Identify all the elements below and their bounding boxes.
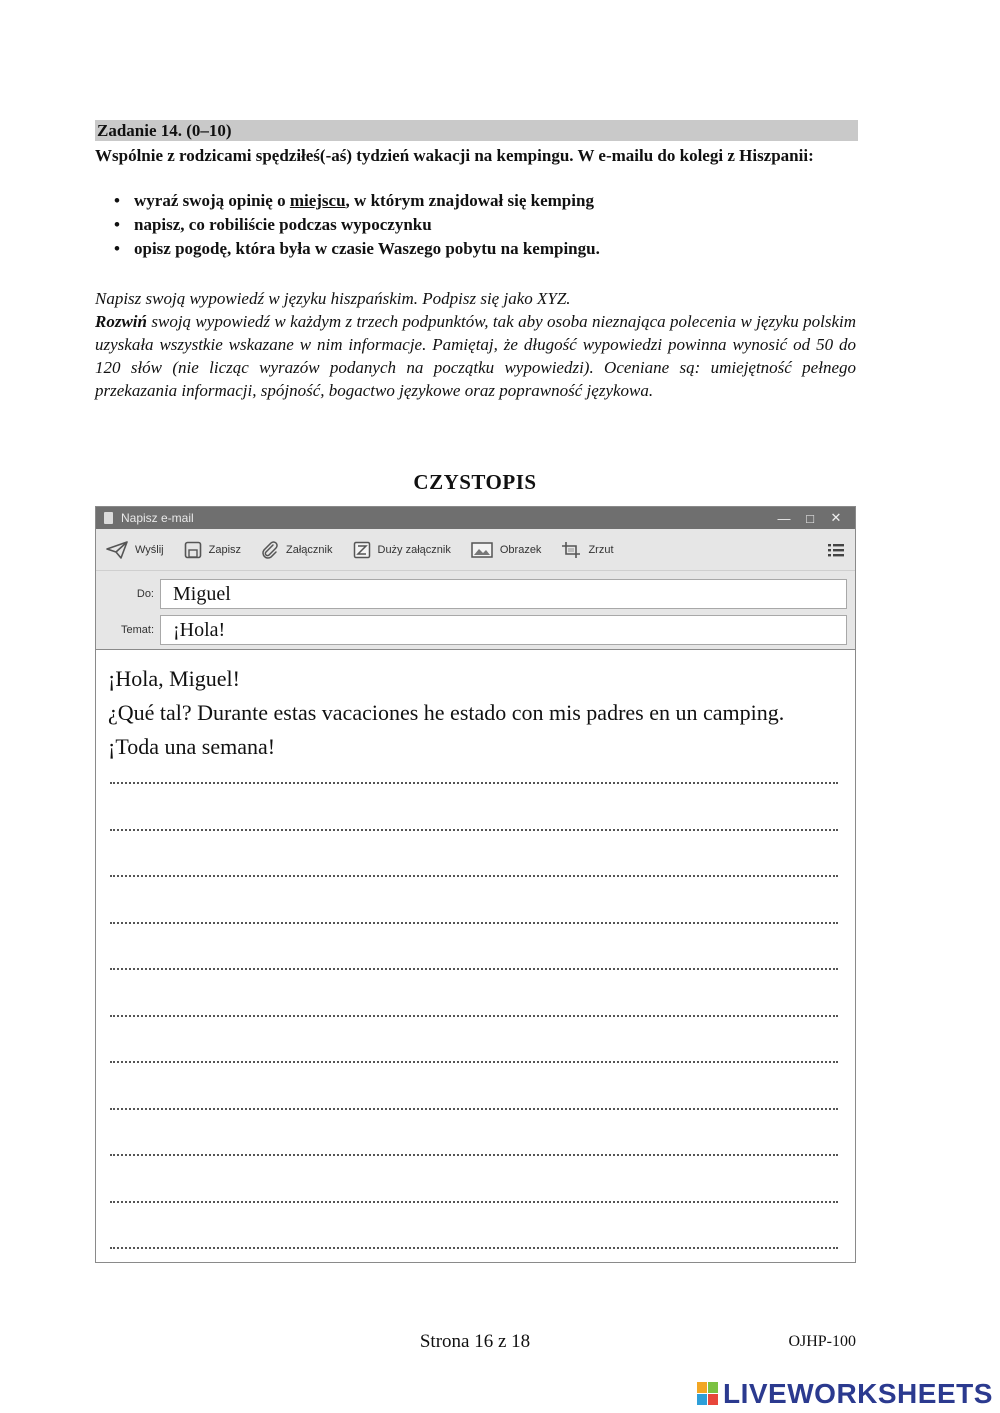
exam-code: OJHP-100 bbox=[788, 1333, 856, 1350]
image-icon bbox=[471, 541, 493, 559]
to-row bbox=[96, 579, 855, 609]
large-attachment-icon bbox=[353, 541, 371, 559]
to-label: Do: bbox=[136, 588, 154, 600]
writing-line[interactable] bbox=[110, 875, 838, 877]
send-label: Wyślij bbox=[135, 543, 164, 556]
body-line: ¿Qué tal? Durante estas vacaciones he estado con mis padres en un camping. bbox=[108, 700, 785, 725]
task-bullet-place bbox=[112, 189, 852, 213]
instructions bbox=[95, 287, 856, 402]
bullet-underlined-word: miejscu bbox=[289, 191, 346, 210]
email-headers bbox=[96, 571, 855, 650]
email-window bbox=[95, 506, 856, 1263]
liveworksheets-logo-icon bbox=[697, 1382, 719, 1406]
task-bullets bbox=[112, 189, 852, 261]
writing-line[interactable] bbox=[110, 968, 838, 970]
window-title: Napisz e-mail bbox=[121, 511, 194, 525]
subject-field[interactable]: ¡Hola! bbox=[160, 615, 847, 645]
instructions-line1: Napisz swoją wypowiedź w języku hiszpańskim. Podpisz się jako XYZ. bbox=[95, 289, 571, 308]
writing-line[interactable] bbox=[110, 1061, 838, 1063]
bullet-text: , w którym znajdował się kemping bbox=[345, 191, 594, 210]
instructions-bold-word: Rozwiń bbox=[95, 312, 147, 331]
writing-line[interactable] bbox=[110, 1154, 838, 1156]
image-label: Obrazek bbox=[499, 543, 542, 556]
instructions-rest: swoją wypowiedź w każdym z trzech podpunktów, tak aby osoba nieznająca polecenia w języku polskim uzyskała wszystkie wskazane w nim informacje. Pamiętaj, że długość wypowiedzi powinna wynosić od 50 do 120 słów (nie licząc wyrazów podanych na początku wypowiedzi). Oceniane są: umiejętność pełnego przekazania informacji, spójność, bogactwo językowe oraz poprawność językowa. bbox=[95, 312, 856, 400]
close-icon[interactable]: ✕ bbox=[830, 510, 842, 525]
bullet-text: wyraź swoją opinię o bbox=[134, 191, 290, 210]
large-attachment-label: Duży załącznik bbox=[377, 543, 451, 556]
screenshot-button[interactable] bbox=[561, 541, 613, 559]
maximize-icon[interactable]: □ bbox=[806, 510, 814, 526]
subject-row bbox=[96, 615, 855, 645]
writing-line[interactable] bbox=[110, 782, 838, 784]
subject-label: Temat: bbox=[120, 624, 154, 636]
image-button[interactable] bbox=[471, 541, 542, 559]
greeting-line: ¡Hola, Miguel! bbox=[108, 666, 240, 691]
save-button[interactable] bbox=[184, 541, 241, 559]
section-title: CZYSTOPIS bbox=[413, 470, 537, 494]
body-line: ¡Toda una semana! bbox=[108, 734, 276, 759]
page-number: Strona 16 z 18 bbox=[419, 1331, 531, 1352]
instructions-main bbox=[95, 310, 856, 402]
save-label: Zapisz bbox=[208, 543, 242, 556]
email-toolbar bbox=[96, 529, 855, 571]
attachment-button[interactable] bbox=[261, 541, 332, 559]
writing-line[interactable] bbox=[110, 922, 838, 924]
large-attachment-button[interactable] bbox=[353, 541, 451, 559]
save-icon bbox=[184, 541, 202, 559]
task-bullet-activities: • napisz, co robiliście podczas wypoczynku bbox=[112, 213, 852, 237]
watermark-text: LIVEWORKSHEETS bbox=[723, 1378, 993, 1409]
paperclip-icon bbox=[261, 541, 279, 559]
writing-line[interactable] bbox=[110, 1201, 838, 1203]
send-button[interactable] bbox=[106, 541, 164, 559]
email-body[interactable] bbox=[96, 650, 855, 764]
email-titlebar bbox=[96, 507, 855, 529]
send-icon bbox=[106, 541, 128, 559]
writing-line[interactable] bbox=[110, 1247, 838, 1249]
minimize-icon[interactable]: — bbox=[777, 510, 791, 526]
screenshot-label: Zrzut bbox=[588, 543, 614, 556]
menu-icon[interactable] bbox=[827, 542, 845, 558]
crop-icon bbox=[561, 541, 581, 559]
writing-line[interactable] bbox=[110, 829, 838, 831]
writing-line[interactable] bbox=[110, 1015, 838, 1017]
task-header: Zadanie 14. (0–10) bbox=[95, 120, 858, 141]
to-field[interactable]: Miguel bbox=[160, 579, 847, 609]
document-icon bbox=[104, 512, 113, 524]
task-intro: Wspólnie z rodzicami spędziłeś(-aś) tydzień wakacji na kempingu. W e-mailu do kolegi z Hiszpanii: bbox=[95, 146, 814, 165]
task-bullet-weather: • opisz pogodę, która była w czasie Waszego pobytu na kempingu. bbox=[112, 237, 852, 261]
attachment-label: Załącznik bbox=[286, 543, 333, 556]
liveworksheets-logo bbox=[697, 1378, 993, 1410]
writing-line[interactable] bbox=[110, 1108, 838, 1110]
